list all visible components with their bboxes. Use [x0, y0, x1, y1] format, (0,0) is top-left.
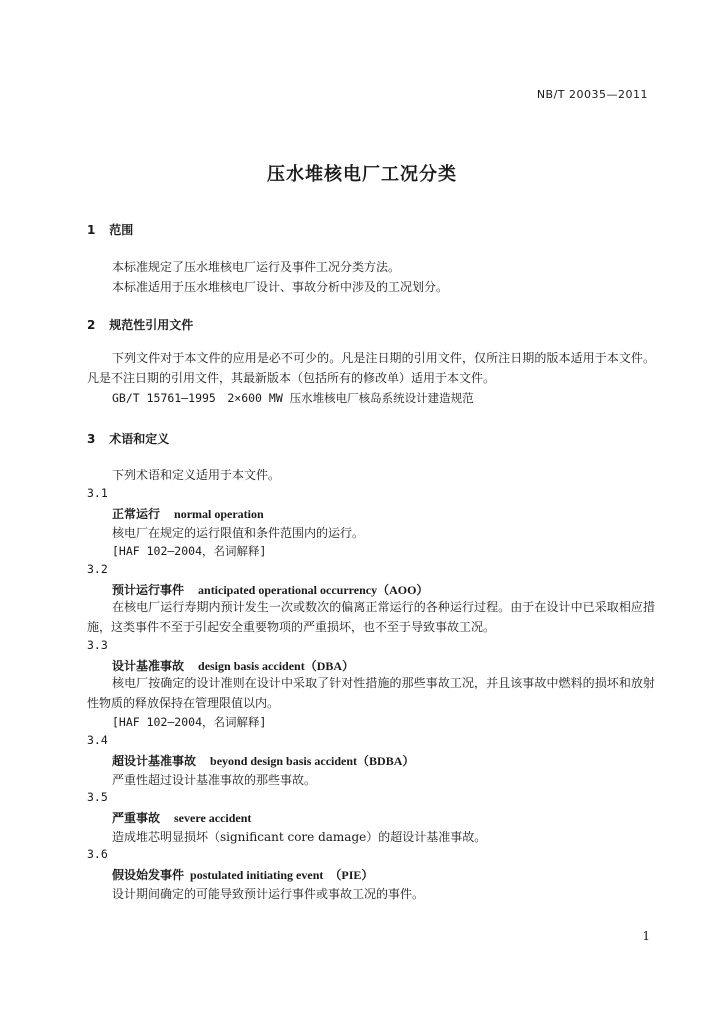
section-number: 1 — [87, 223, 96, 237]
term-definition: 设计期间确定的可能导致预计运行事件或事故工况的事件。 — [112, 887, 425, 901]
section-title: 范围 — [109, 223, 134, 237]
term-definition: 造成堆芯明显损坏（significant core damage）的超设计基准事故。 — [112, 830, 487, 844]
term-definition: 在核电厂运行寿期内预计发生一次或数次的偏离正常运行的各种运行过程。由于在设计中已采取相应措施，这类事件不至于引起安全重要物项的严重损坏，也不至于导致事故工况。 — [87, 600, 655, 634]
term-zh: 设计基准事故 — [112, 659, 185, 673]
term-zh: 假设始发事件 — [112, 868, 185, 882]
term-heading — [112, 581, 428, 598]
term-definition: 严重性超过设计基准事故的那些事故。 — [112, 773, 317, 787]
section-title: 规范性引用文件 — [109, 318, 194, 332]
term-zh: 严重事故 — [112, 811, 161, 825]
term-en: anticipated operational occurrency（AOO） — [198, 583, 429, 597]
terms-intro: 下列术语和定义适用于本文件。 — [112, 468, 281, 482]
scope-line-2: 本标准适用于压水堆核电厂设计、事故分析中涉及的工况划分。 — [112, 280, 449, 294]
term-definition: 核电厂在规定的运行限值和条件范围内的运行。 — [112, 526, 365, 540]
term-heading — [112, 657, 354, 674]
reference-entry: GB/T 15761—1995 2×600 MW 压水堆核电厂核岛系统设计建造规范 — [112, 391, 474, 405]
term-en: normal operation — [174, 507, 264, 521]
term-en: beyond design basis accident（BDBA） — [210, 754, 415, 768]
term-source: [HAF 102—2004，名词解释] — [112, 544, 267, 558]
clause-number: 3.4 — [87, 733, 108, 747]
clause-number: 3.6 — [87, 847, 108, 861]
scope-line-1: 本标准规定了压水堆核电厂运行及事件工况分类方法。 — [112, 260, 401, 274]
term-heading — [112, 505, 264, 522]
standard-code: NB/T 20035—2011 — [536, 88, 648, 101]
term-zh: 预计运行事件 — [112, 583, 185, 597]
section-3-heading — [87, 430, 169, 447]
section-number: 3 — [87, 432, 96, 446]
section-title: 术语和定义 — [109, 432, 170, 446]
clause-number: 3.3 — [87, 638, 108, 652]
term-definition: 核电厂按确定的设计准则在设计中采取了针对性措施的那些事故工况，并且该事故中燃料的损坏和放射性物质的释放保持在管理限值以内。 — [87, 676, 655, 710]
term-zh: 正常运行 — [112, 507, 161, 521]
term-source: [HAF 102—2004，名词解释] — [112, 715, 267, 729]
section-number: 2 — [87, 318, 96, 332]
clause-number: 3.1 — [87, 486, 108, 500]
section-1-heading — [87, 221, 133, 238]
section-2-heading — [87, 316, 193, 333]
term-zh: 超设计基准事故 — [112, 754, 197, 768]
normative-references-paragraph: 下列文件对于本文件的应用是必不可少的。凡是注日期的引用文件，仅所注日期的版本适用于本文件。凡是不注日期的引用文件，其最新版本（包括所有的修改单）适用于本文件。 — [87, 351, 655, 385]
term-en: design basis accident（DBA） — [198, 659, 355, 673]
page-number: 1 — [642, 929, 650, 943]
term-heading — [112, 752, 414, 769]
clause-number: 3.2 — [87, 562, 108, 576]
clause-number: 3.5 — [87, 790, 108, 804]
term-en: severe accident — [174, 811, 252, 825]
term-heading — [112, 809, 251, 826]
document-title: 压水堆核电厂工况分类 — [267, 164, 457, 185]
term-en: postulated initiating event （PIE） — [190, 868, 374, 882]
term-heading — [112, 866, 373, 883]
